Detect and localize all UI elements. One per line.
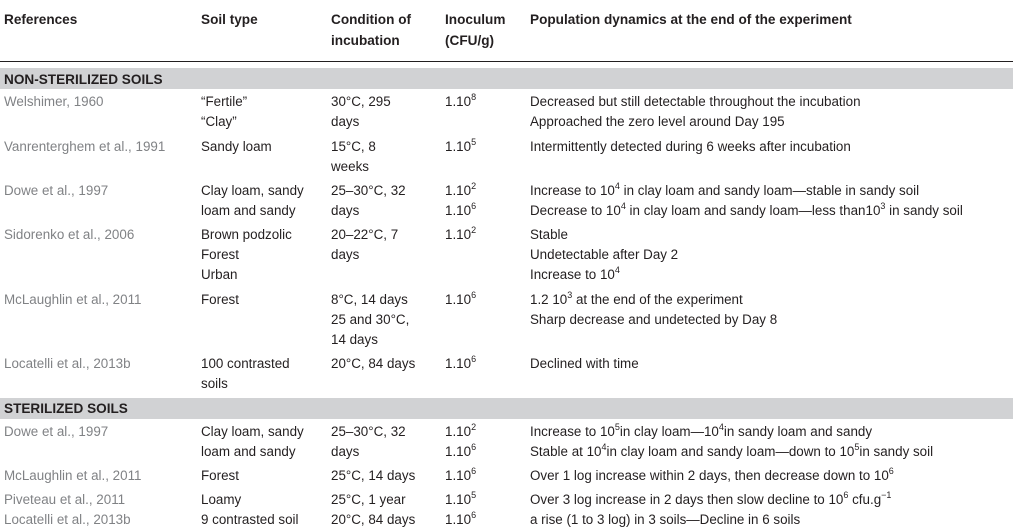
population-cell-line: Decrease to $10^4$ in clay loam and sandy loam—less $than10^3$ in sandy soil bbox=[530, 200, 963, 218]
population-cell-line: Declined with time bbox=[530, 356, 639, 371]
reference-cell-line: Sidorenko et al., 2006 bbox=[4, 227, 135, 242]
condition-cell bbox=[331, 422, 406, 462]
soil-type-cell-line: Forest bbox=[201, 468, 239, 483]
population-cell-line: Decreased but still detectable throughout the incubation bbox=[530, 94, 861, 109]
condition-cell bbox=[331, 225, 398, 265]
soil-type-cell bbox=[201, 137, 272, 157]
inoculum-cell bbox=[445, 490, 476, 510]
reference-cell-line: McLaughlin et al., 2011 bbox=[4, 468, 142, 483]
soil-type-cell bbox=[201, 225, 292, 285]
condition-cell bbox=[331, 290, 409, 350]
population-cell-line: Over 3 log increase in 2 days then slow decline to $10^6$ $cfu.g^{-1}$ bbox=[530, 489, 892, 507]
condition-cell-line: days bbox=[331, 203, 360, 218]
reference-cell bbox=[4, 354, 131, 374]
condition-cell bbox=[331, 181, 406, 221]
reference-cell-line: Piveteau et al., 2011 bbox=[4, 492, 126, 507]
condition-cell-line: days bbox=[331, 444, 360, 459]
header-divider bbox=[0, 61, 1013, 62]
inoculum-cell-line: 1.10$^6$ bbox=[445, 353, 477, 371]
soil-type-cell bbox=[201, 290, 239, 310]
reference-cell bbox=[4, 137, 165, 157]
soil-type-cell-line: Brown podzolic bbox=[201, 227, 292, 242]
population-cell bbox=[530, 290, 777, 330]
header-references: References bbox=[4, 12, 78, 27]
inoculum-cell bbox=[445, 290, 476, 310]
reference-cell bbox=[4, 466, 141, 486]
section-title-sterilized: STERILIZED SOILS bbox=[4, 401, 128, 416]
inoculum-cell-line: 1.10$^6$ bbox=[445, 465, 477, 483]
population-cell-line: 1.2 $10^3$ at the end of the experiment bbox=[530, 289, 743, 307]
inoculum-cell bbox=[445, 510, 476, 530]
soil-type-cell-line: loam and sandy bbox=[201, 444, 296, 459]
population-cell-line: Stable at $10^4in$ clay loam and sandy loam—down to $10^5in$ sandy soil bbox=[530, 441, 934, 459]
soil-type-cell-line: soils bbox=[201, 376, 228, 391]
soil-type-cell-line: Sandy loam bbox=[201, 139, 272, 154]
population-cell bbox=[530, 225, 678, 285]
reference-cell-line: Welshimer, 1960 bbox=[4, 94, 104, 109]
condition-cell-line: 25°C, 14 days bbox=[331, 468, 416, 483]
condition-cell bbox=[331, 354, 415, 374]
inoculum-cell bbox=[445, 225, 476, 245]
population-cell-line: Increase to $10^4$ in clay loam and sandy loam—stable in sandy soil bbox=[530, 180, 920, 198]
soil-type-cell bbox=[201, 354, 290, 394]
condition-cell-line: weeks bbox=[331, 159, 369, 174]
condition-cell bbox=[331, 137, 376, 177]
condition-cell-line: 20°C, 84 days bbox=[331, 356, 416, 371]
inoculum-cell bbox=[445, 137, 476, 157]
condition-cell-line: 20°C, 84 days bbox=[331, 512, 416, 527]
condition-cell bbox=[331, 510, 415, 530]
inoculum-cell-line: 1.10$^6$ bbox=[445, 289, 477, 307]
population-cell-line: Undetectable after Day 2 bbox=[530, 247, 679, 262]
inoculum-cell-line: 1.10$^2$ bbox=[445, 421, 477, 439]
soil-type-cell bbox=[201, 181, 304, 221]
population-cell bbox=[530, 181, 963, 221]
inoculum-cell-line: 1.10$^5$ bbox=[445, 489, 477, 507]
population-cell-line: a rise (1 to 3 log) in 3 soils—Decline in 6 soils bbox=[530, 512, 801, 527]
header-inoculum-line1: Inoculum bbox=[445, 12, 506, 27]
inoculum-cell-line: 1.10$^6$ bbox=[445, 509, 477, 527]
inoculum-cell bbox=[445, 92, 476, 112]
condition-cell-line: 25–30°C, 32 bbox=[331, 424, 406, 439]
inoculum-cell bbox=[445, 422, 476, 462]
inoculum-cell-line: 1.10$^2$ bbox=[445, 180, 477, 198]
soil-type-cell bbox=[201, 510, 299, 530]
population-cell bbox=[530, 490, 891, 510]
reference-cell bbox=[4, 225, 134, 245]
soil-type-cell-line: Forest bbox=[201, 292, 239, 307]
inoculum-cell-line: 1.10$^6$ bbox=[445, 200, 477, 218]
reference-cell bbox=[4, 490, 125, 510]
condition-cell-line: 8°C, 14 days bbox=[331, 292, 408, 307]
inoculum-cell-line: 1.10$^8$ bbox=[445, 91, 477, 109]
reference-cell bbox=[4, 181, 108, 201]
population-cell bbox=[530, 137, 851, 157]
population-cell-line: Sharp decrease and undetected by Day 8 bbox=[530, 312, 778, 327]
reference-cell bbox=[4, 510, 131, 530]
soil-type-cell-line: 9 contrasted soil bbox=[201, 512, 299, 527]
soil-type-cell-line: 100 contrasted bbox=[201, 356, 290, 371]
soil-type-cell bbox=[201, 92, 247, 132]
condition-cell-line: 20–22°C, 7 bbox=[331, 227, 399, 242]
header-condition-line2: incubation bbox=[331, 33, 400, 48]
condition-cell bbox=[331, 490, 406, 510]
condition-cell-line: 30°C, 295 bbox=[331, 94, 391, 109]
header-population: Population dynamics at the end of the experiment bbox=[530, 12, 852, 27]
population-cell bbox=[530, 92, 861, 132]
reference-cell bbox=[4, 422, 108, 442]
soil-type-cell bbox=[201, 466, 239, 486]
population-cell-line: Over 1 log increase within 2 days, then decrease down to $10^6$ bbox=[530, 465, 894, 483]
soil-type-cell-line: Loamy bbox=[201, 492, 242, 507]
soil-type-cell bbox=[201, 490, 241, 510]
condition-cell-line: days bbox=[331, 247, 360, 262]
header-soil-type: Soil type bbox=[201, 12, 258, 27]
condition-cell-line: days bbox=[331, 114, 360, 129]
soil-type-cell-line: Clay loam, sandy bbox=[201, 424, 304, 439]
reference-cell-line: Locatelli et al., 2013b bbox=[4, 356, 131, 371]
section-bar-sterilized bbox=[0, 398, 1013, 419]
inoculum-cell bbox=[445, 181, 476, 221]
soil-type-cell-line: Clay loam, sandy bbox=[201, 183, 304, 198]
soil-type-cell-line: “Clay” bbox=[201, 114, 237, 129]
inoculum-cell bbox=[445, 354, 476, 374]
population-cell-line: Intermittently detected during 6 weeks after incubation bbox=[530, 139, 851, 154]
population-cell bbox=[530, 354, 639, 374]
reference-cell-line: Locatelli et al., 2013b bbox=[4, 512, 131, 527]
header-condition-line1: Condition of bbox=[331, 12, 412, 27]
condition-cell-line: 25–30°C, 32 bbox=[331, 183, 406, 198]
population-cell-line: Increase to $10^5in$ clay $loam—10^4in$ sandy loam and sandy bbox=[530, 421, 873, 439]
inoculum-cell-line: 1.10$^2$ bbox=[445, 224, 477, 242]
reference-cell-line: Vanrenterghem et al., 1991 bbox=[4, 139, 166, 154]
condition-cell bbox=[331, 92, 391, 132]
population-cell bbox=[530, 510, 800, 530]
inoculum-cell bbox=[445, 466, 476, 486]
population-cell bbox=[530, 466, 894, 486]
reference-cell-line: Dowe et al., 1997 bbox=[4, 424, 109, 439]
condition-cell-line: 25°C, 1 year bbox=[331, 492, 406, 507]
inoculum-cell-line: 1.10$^5$ bbox=[445, 136, 477, 154]
population-cell-line: Increase to $10^4$ bbox=[530, 264, 620, 282]
section-title-non-sterilized: NON-STERILIZED SOILS bbox=[4, 72, 163, 87]
condition-cell bbox=[331, 466, 415, 486]
condition-cell-line: 15°C, 8 bbox=[331, 139, 376, 154]
reference-cell bbox=[4, 92, 104, 112]
soil-type-cell-line: Urban bbox=[201, 267, 238, 282]
population-cell bbox=[530, 422, 933, 462]
population-cell-line: Stable bbox=[530, 227, 568, 242]
condition-cell-line: 14 days bbox=[331, 332, 378, 347]
reference-cell-line: Dowe et al., 1997 bbox=[4, 183, 109, 198]
inoculum-cell-line: 1.10$^6$ bbox=[445, 441, 477, 459]
soil-type-cell-line: “Fertile” bbox=[201, 94, 248, 109]
condition-cell-line: 25 and 30°C, bbox=[331, 312, 410, 327]
reference-cell bbox=[4, 290, 141, 310]
soil-type-cell-line: loam and sandy bbox=[201, 203, 296, 218]
population-cell-line: Approached the zero level around Day 195 bbox=[530, 114, 785, 129]
reference-cell-line: McLaughlin et al., 2011 bbox=[4, 292, 142, 307]
soil-type-cell-line: Forest bbox=[201, 247, 239, 262]
header-inoculum-line2: (CFU/g) bbox=[445, 33, 495, 48]
soil-type-cell bbox=[201, 422, 304, 462]
